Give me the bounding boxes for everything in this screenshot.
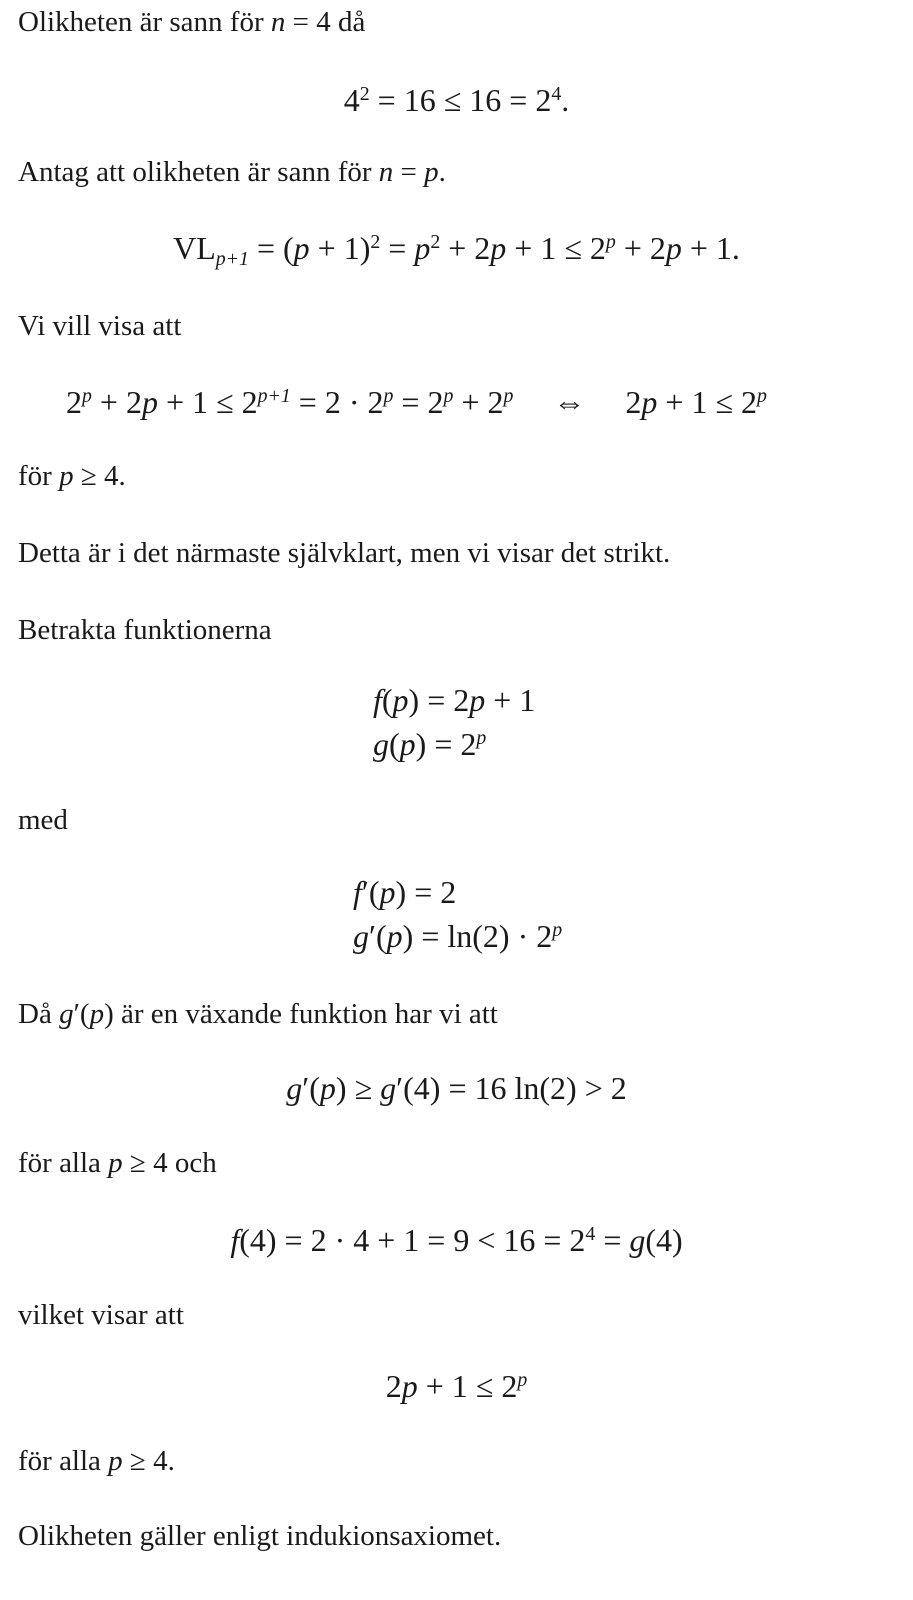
line-which-shows <box>18 1295 184 1335</box>
exp: 4 <box>551 83 562 106</box>
text: = <box>595 1222 630 1258</box>
num: 2 <box>625 384 642 420</box>
line-final <box>18 1516 501 1556</box>
text: ( <box>376 918 387 954</box>
func-g: g <box>286 1070 303 1106</box>
prime: ′ <box>369 918 376 954</box>
var-p: p <box>379 874 396 910</box>
line-base-case <box>18 2 365 42</box>
derivatives <box>353 870 562 958</box>
text: (4) = 16 ln(2) > 2 <box>403 1070 627 1106</box>
f-definition <box>373 678 535 722</box>
text: + 1 ≤ 2 <box>157 384 258 420</box>
text: = 16 ≤ 16 = 2 <box>369 82 552 118</box>
func-f: f <box>373 682 382 718</box>
equation-derivative-bound <box>0 1068 913 1108</box>
text: ≥ 4. <box>122 1445 175 1477</box>
text: ) = 2 <box>395 874 457 910</box>
equation-equivalence <box>66 382 906 422</box>
var-p: p <box>641 384 658 420</box>
equation-vl <box>0 228 913 268</box>
text: + 2 <box>453 384 504 420</box>
exp: p <box>476 727 487 750</box>
var-p: p <box>89 998 105 1030</box>
var-p: p <box>401 1368 418 1404</box>
var-p: p <box>386 918 403 954</box>
text: ) = 2 <box>408 682 470 718</box>
var-p: p <box>424 156 439 188</box>
g-derivative <box>353 914 562 958</box>
exp: 2 <box>370 231 381 254</box>
text: + 1 ≤ 2 <box>657 384 757 420</box>
var-p: p <box>141 384 158 420</box>
text: Antag att olikheten är sann för <box>18 156 372 188</box>
text: + 2 <box>91 384 142 420</box>
text: Betrakta funktionerna <box>18 614 272 646</box>
text: Detta är i det närmaste självklart, men vi visar det strikt. <box>18 537 671 569</box>
func-f: f <box>353 874 362 910</box>
exp: p <box>503 385 514 408</box>
line-with <box>18 800 68 840</box>
prime: ′ <box>302 1070 310 1106</box>
text: = 2 <box>393 384 444 420</box>
var-p: p <box>665 230 682 266</box>
text: Olikheten är sann för <box>18 6 264 38</box>
prime: ′ <box>361 874 369 910</box>
text: + 2 <box>615 230 666 266</box>
prime: ′ <box>73 998 80 1030</box>
text: + 1 ≤ 2 <box>506 230 606 266</box>
text: ) är en växande funktion har vi att <box>104 998 498 1030</box>
line-obvious <box>18 533 670 573</box>
text: ) = 2 <box>415 726 477 762</box>
var-n: n <box>270 6 286 38</box>
func-g: g <box>373 726 389 762</box>
g-definition <box>373 722 535 766</box>
equation-f4-g4 <box>0 1220 913 1260</box>
func-g: g <box>629 1222 646 1258</box>
text: ( <box>381 682 393 718</box>
var-p: p <box>293 230 310 266</box>
var-p: p <box>469 682 486 718</box>
text: = <box>393 156 425 188</box>
text: ( <box>389 726 400 762</box>
num: 2 <box>385 1368 402 1404</box>
text: . <box>561 82 570 118</box>
text: (4) = 2 · 4 + 1 = 9 < 16 = 2 <box>239 1222 586 1258</box>
line-increasing <box>18 994 498 1034</box>
exp: 2 <box>430 231 441 254</box>
line-for-all-and <box>18 1143 217 1183</box>
sub: p+1 <box>215 247 249 270</box>
num: 4 <box>343 82 360 118</box>
text: ( <box>309 1070 320 1106</box>
text: + 1. <box>681 230 740 266</box>
f-derivative <box>353 870 562 914</box>
exp: p <box>82 385 92 408</box>
iff-symbol: ⇔ <box>553 384 586 420</box>
text: Vi vill visa att <box>18 310 182 342</box>
line-for-p <box>18 456 126 496</box>
exp: p <box>552 919 563 942</box>
text: vilket visar att <box>18 1299 184 1331</box>
text: ( <box>79 998 90 1030</box>
var-p: p <box>108 1147 123 1179</box>
text: = 2 · 2 <box>290 384 384 420</box>
text: = <box>380 230 415 266</box>
var-p: p <box>490 230 507 266</box>
text: ) = ln(2) · 2 <box>402 918 553 954</box>
text: Olikheten gäller enligt indukionsaxiomet. <box>18 1520 502 1552</box>
text: ( <box>368 874 380 910</box>
var-p: p <box>392 682 409 718</box>
func-g: g <box>353 918 369 954</box>
exp: 2 <box>359 83 370 106</box>
text: ≥ 4. <box>73 460 126 492</box>
text: + 2 <box>440 230 491 266</box>
equation-conclusion <box>0 1366 913 1406</box>
text: ) ≥ <box>335 1070 381 1106</box>
exp: p+1 <box>257 385 291 408</box>
num: 2 <box>66 384 82 420</box>
text: . <box>438 156 446 188</box>
text: Då <box>18 998 52 1030</box>
var-p: p <box>59 460 74 492</box>
line-want-show <box>18 306 181 346</box>
func-g: g <box>380 1070 397 1106</box>
var-p: p <box>414 230 431 266</box>
text: för <box>18 460 52 492</box>
exp: p <box>756 385 767 408</box>
text: (4) <box>645 1222 683 1258</box>
func-f: f <box>230 1222 240 1258</box>
text: = 4 då <box>285 6 366 38</box>
func-g: g <box>59 998 74 1030</box>
prime: ′ <box>396 1070 404 1106</box>
exp: p <box>383 385 394 408</box>
equation-base-case <box>0 80 913 120</box>
exp: 4 <box>585 1223 596 1246</box>
functions-definition <box>373 678 535 766</box>
text: = ( <box>248 230 294 266</box>
text: för alla <box>18 1147 101 1179</box>
exp: p <box>605 231 616 254</box>
text: med <box>18 804 68 836</box>
text: + 1 ≤ 2 <box>417 1368 518 1404</box>
exp: p <box>443 385 454 408</box>
var-p: p <box>108 1445 123 1477</box>
line-consider <box>18 610 272 650</box>
text: för alla <box>18 1445 101 1477</box>
var-p: p <box>399 726 416 762</box>
line-assumption <box>18 152 446 192</box>
exp: p <box>517 1369 528 1392</box>
vl: VL <box>173 230 216 266</box>
var-n: n <box>378 156 394 188</box>
line-for-all-p <box>18 1441 175 1481</box>
var-p: p <box>319 1070 336 1106</box>
text: ≥ 4 och <box>122 1147 217 1179</box>
text: + 1) <box>309 230 371 266</box>
text: + 1 <box>485 682 536 718</box>
